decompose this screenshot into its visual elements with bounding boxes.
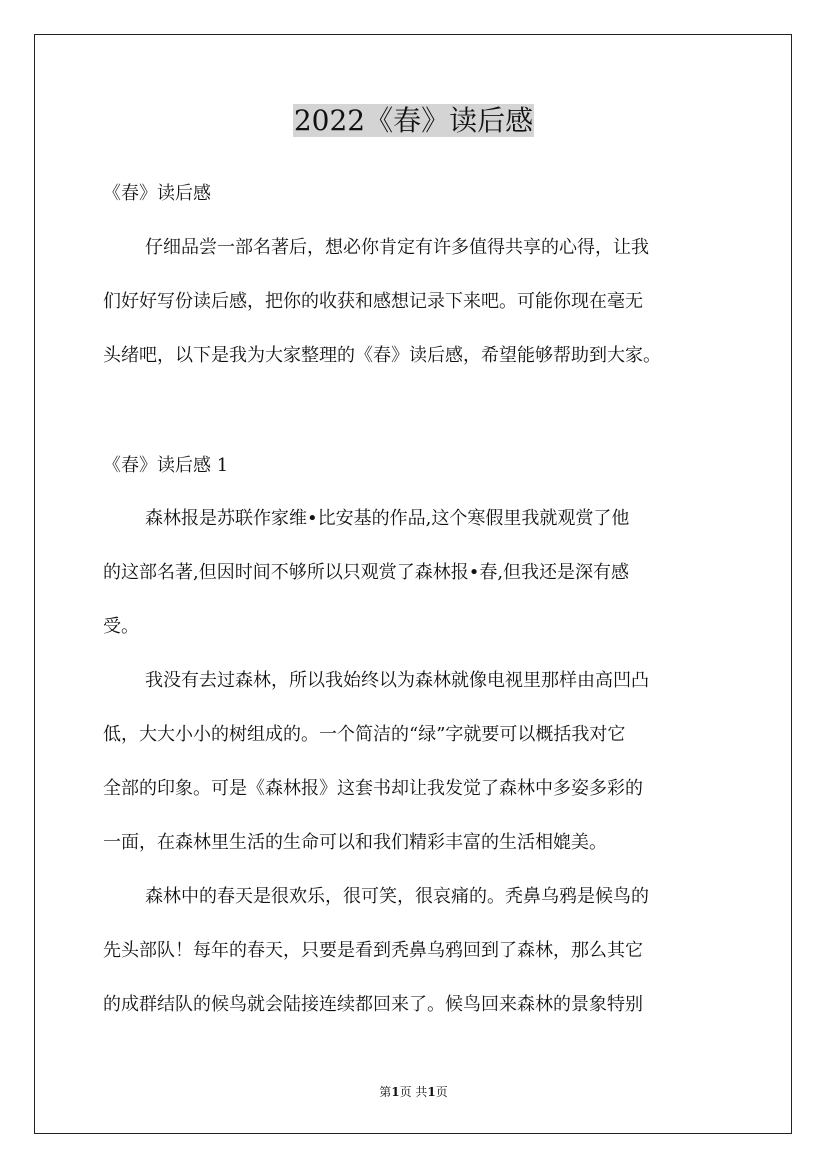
paragraph-line: 森林中的春天是很欢乐，很可笑，很哀痛的。秃鼻乌鸦是候鸟的 [145, 886, 649, 907]
total-pages: 1 [427, 1085, 436, 1099]
intro-line: 头绪吧，以下是我为大家整理的《春》读后感，希望能够帮助到大家。 [103, 345, 661, 366]
document-title: 2022《春》读后感 [293, 104, 534, 137]
paragraph-line: 低，大大小小的树组成的。一个简洁的“绿”字就要可以概括我对它 [103, 724, 626, 745]
paragraph-line: 一面，在森林里生活的生命可以和我们精彩丰富的生活相媲美。 [103, 832, 607, 853]
page-footer [0, 1083, 827, 1101]
paragraph-line: 森林报是苏联作家维•比安基的作品,这个寒假里我就观赏了他 [145, 508, 630, 529]
paragraph-line: 先头部队！每年的春天，只要是看到秃鼻乌鸦回到了森林，那么其它 [103, 940, 643, 961]
paragraph-line: 的成群结队的候鸟就会陆接连续都回来了。候鸟回来森林的景象特别 [103, 994, 643, 1015]
intro-line: 们好好写份读后感，把你的收获和感想记录下来吧。可能你现在毫无 [103, 291, 643, 312]
paragraph-line: 我没有去过森林，所以我始终以为森林就像电视里那样由高凹凸 [145, 670, 649, 691]
paragraph-line: 受。 [103, 616, 139, 637]
section-heading: 《春》读后感 1 [103, 455, 229, 476]
paragraph-line: 的这部名著,但因时间不够所以只观赏了森林报•春,但我还是深有感 [103, 562, 630, 583]
page-mid: 页 共 [399, 1085, 428, 1099]
page-suffix: 页 [435, 1085, 448, 1099]
intro-line: 仔细品尝一部名著后，想必你肯定有许多值得共享的心得，让我 [145, 237, 649, 258]
document-subtitle: 《春》读后感 [103, 183, 211, 204]
page-prefix: 第 [379, 1085, 392, 1099]
page-number: 1 [391, 1085, 400, 1099]
paragraph-line: 全部的印象。可是《森林报》这套书却让我发觉了森林中多姿多彩的 [103, 778, 643, 799]
